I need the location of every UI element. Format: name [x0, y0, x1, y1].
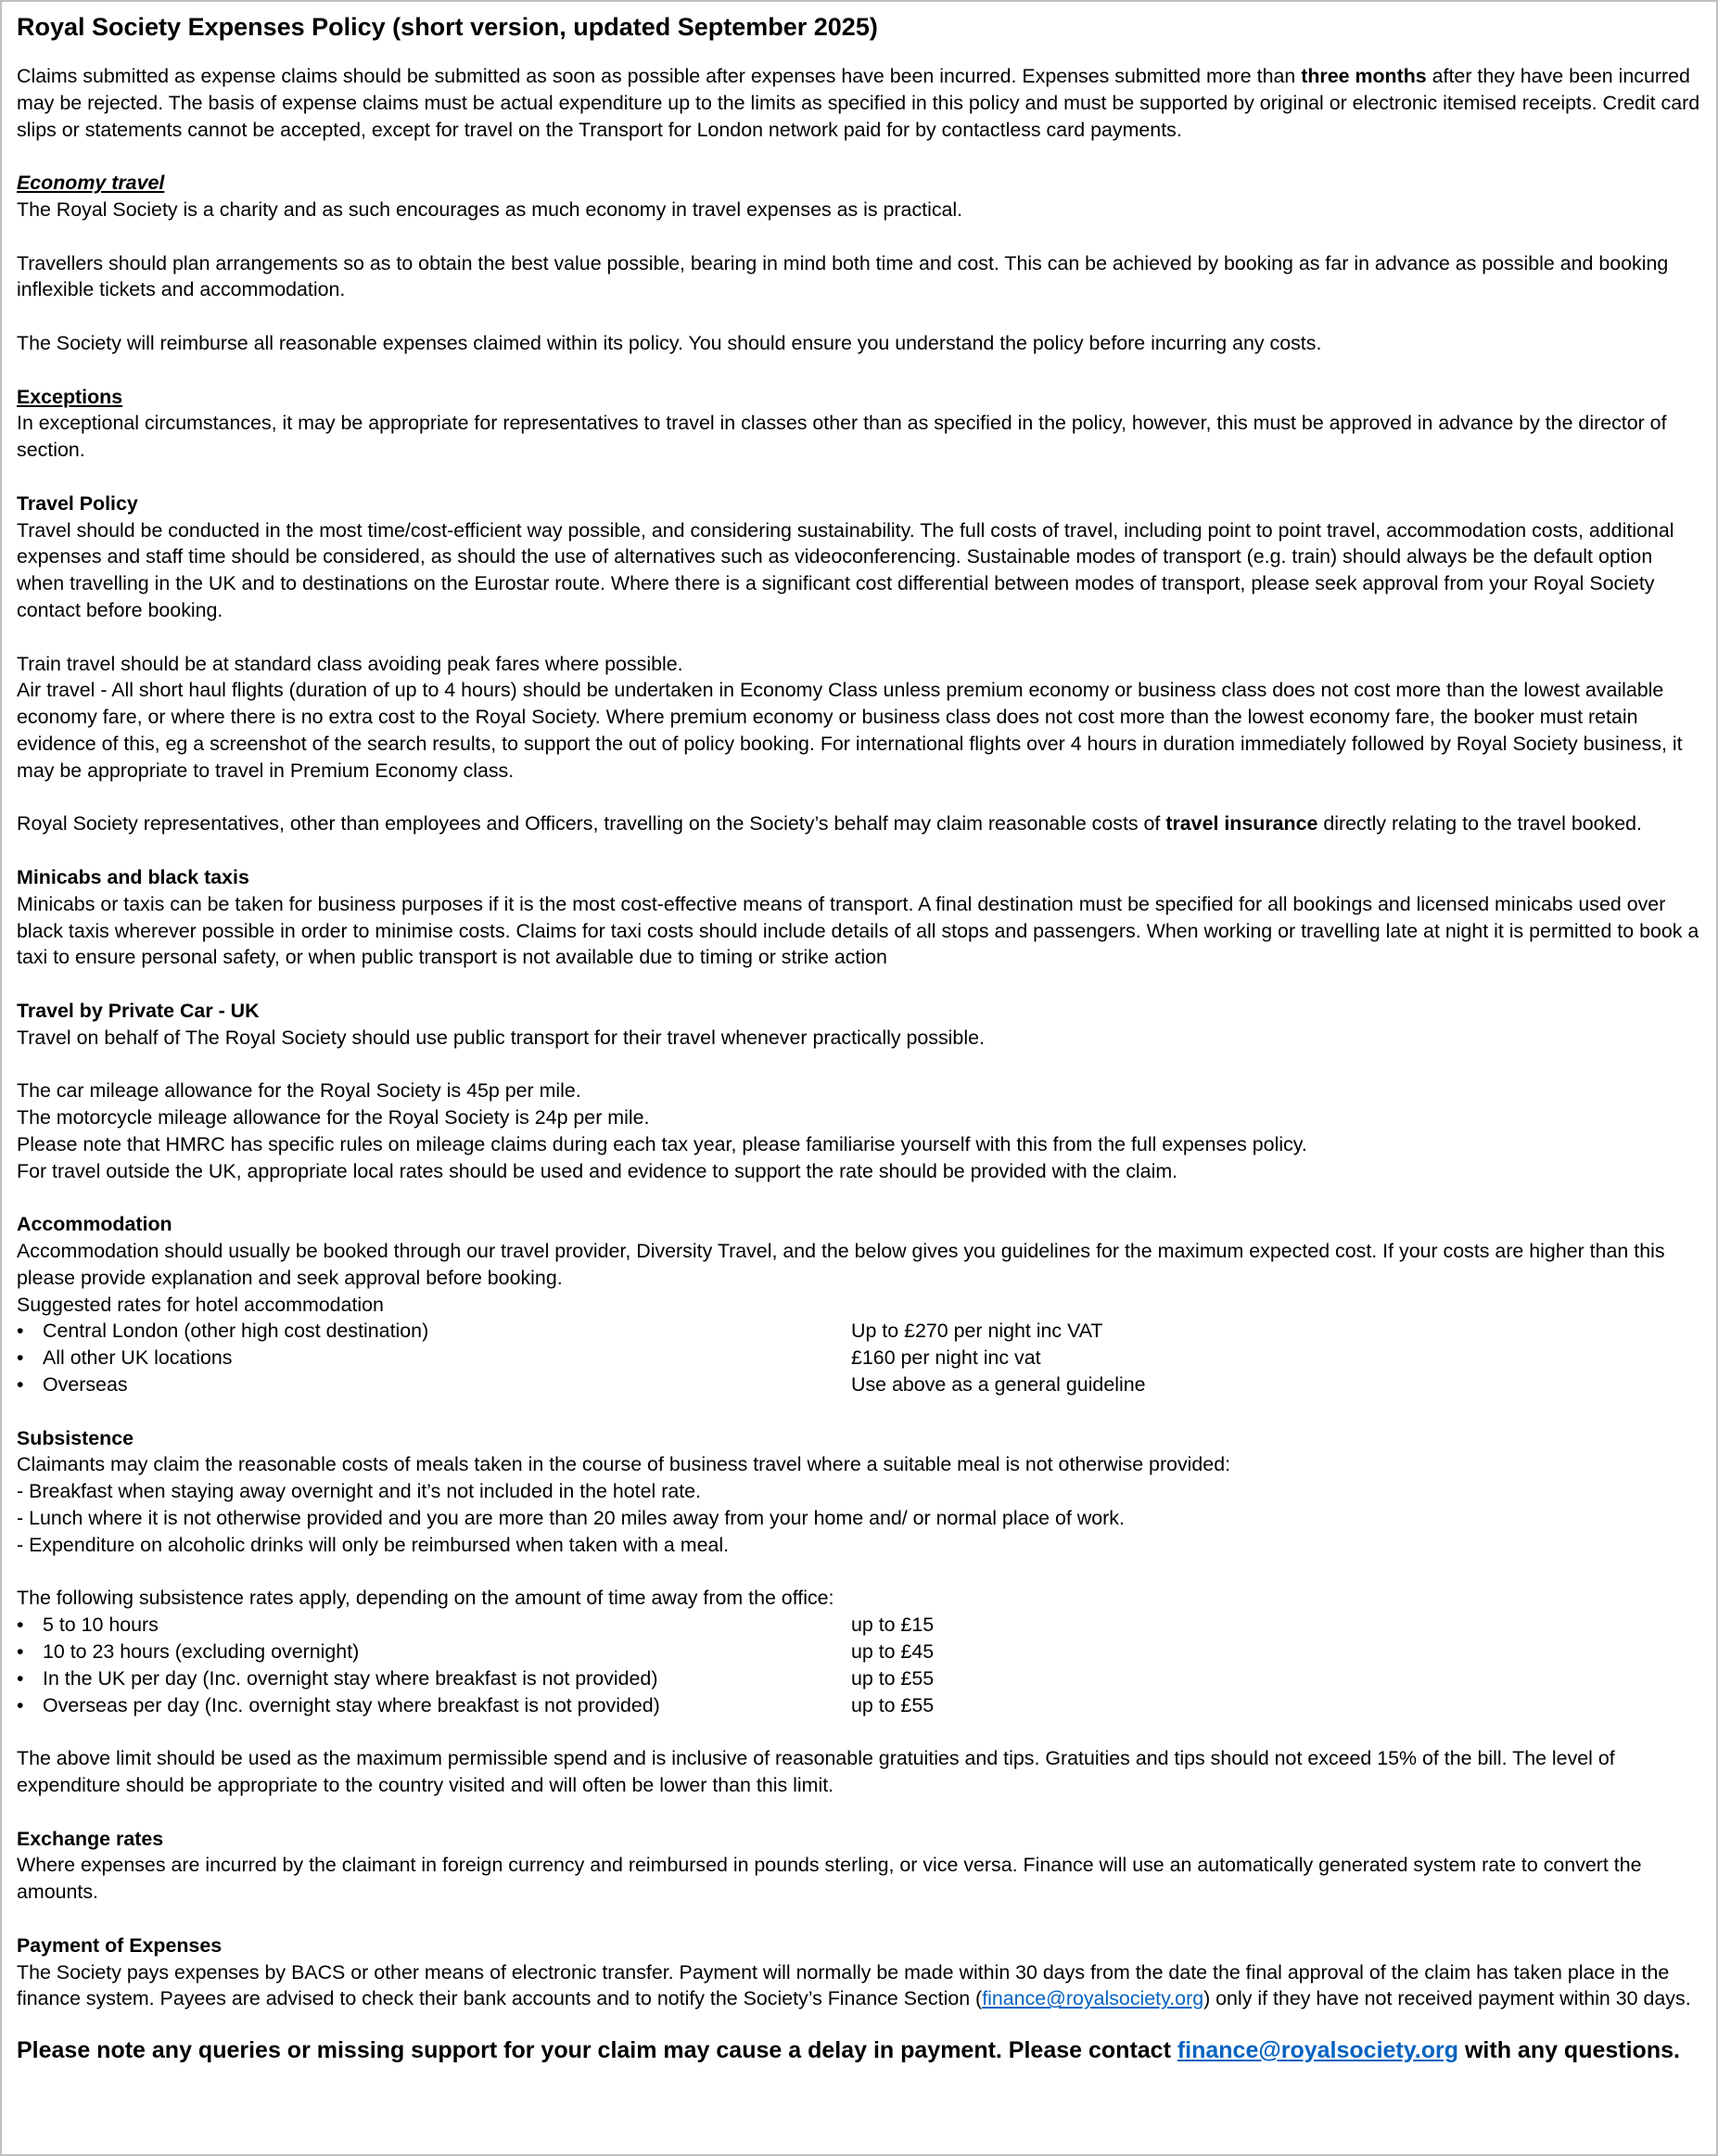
intro-text-continued: after they have been incurred may be rejected. The basis of expense claims must be actual expenditure up to the limits as specified in this policy and must be supported by original or electronic itemised receipts. Credit card slips or statements cannot be accepted, except for travel on the Transport for London network paid for by contactless card payments. — [17, 65, 1700, 141]
document-title: Royal Society Expenses Policy (short version, updated September 2025) — [17, 13, 878, 41]
subsistence-rates-intro: The following subsistence rates apply, depending on the amount of time away from the office: — [17, 1587, 834, 1610]
train-travel-text: Train travel should be at standard class avoiding peak fares where possible. — [17, 652, 683, 675]
rate-row — [17, 1371, 1701, 1398]
rate-label: Central London (other high cost destination) — [43, 1320, 429, 1343]
rate-row — [17, 1318, 1701, 1345]
rate-label: 5 to 10 hours — [43, 1614, 159, 1637]
minicabs-paragraph: Minicabs or taxis can be taken for business purposes if it is the most cost-effective means of transport. A final destination must be specified for all bookings and licensed minicabs used over black taxis wherever possible in order to minimise costs. Claims for taxi costs should include details of all stops and passengers. When working or travelling late at night it is permitted to book a taxi to ensure personal safety, or when public transport is not available due to timing or strike action — [17, 892, 1699, 969]
rate-value: up to £45 — [851, 1640, 935, 1664]
rate-label: 10 to 23 hours (excluding overnight) — [43, 1640, 360, 1664]
air-travel-text: Air travel - All short haul flights (duration of up to 4 hours) should be undertaken in Economy Class unless premium economy or business class does not cost more than the lowest available economy fare, or where there is no extra cost to the Royal Society. Where premium economy or business class does not cost more than the lowest economy fare, the booker must retain evidence of this, eg a screenshot of the search results, to support the out of policy booking. For international flights over 4 hours in duration immediately followed by Royal Society business, it may be appropriate to travel in Premium Economy class. — [17, 679, 1683, 782]
section-heading-economy: Economy travel — [17, 172, 165, 195]
bullet-icon: • — [17, 1640, 24, 1664]
section-heading-payment: Payment of Expenses — [17, 1933, 223, 1957]
insurance-text-continued: directly relating to the travel booked. — [1317, 812, 1642, 836]
rate-row — [17, 1692, 1701, 1719]
section-heading-subsistence: Subsistence — [17, 1426, 134, 1449]
rate-label: Overseas — [43, 1373, 128, 1397]
private-car-paragraph: Travel on behalf of The Royal Society should use public transport for their travel whenever practically possible. — [17, 1026, 985, 1049]
section-heading-exchange: Exchange rates — [17, 1827, 164, 1850]
exchange-paragraph: Where expenses are incurred by the claimant in foreign currency and reimbursed in pounds sterling, or vice versa. Finance will use an automatically generated system rate to convert the amounts. — [17, 1854, 1642, 1904]
rate-value: up to £55 — [851, 1666, 935, 1690]
rate-row — [17, 1612, 1701, 1639]
intro-paragraph — [17, 63, 1701, 143]
section-heading-travel-policy: Travel Policy — [17, 491, 138, 515]
payment-text: The Society pays expenses by BACS or other means of electronic transfer. Payment will normally be made within 30 days from the date the final approval of the claim has taken place in the finance system. Payees are advised to check their bank accounts and to notify the Society’s Finance Section ( — [17, 1960, 1670, 2010]
economy-paragraph: Travellers should plan arrangements so as to obtain the best value possible, bearing in mind both time and cost. This can be achieved by booking as far in advance as possible and booking inflexible tickets and accommodation. — [17, 251, 1669, 301]
finance-email-link[interactable]: finance@royalsociety.org — [982, 1987, 1204, 2010]
bullet-icon: • — [17, 1693, 24, 1716]
insurance-paragraph — [17, 810, 1701, 837]
rate-label: Overseas per day (Inc. overnight stay where breakfast is not provided) — [43, 1693, 660, 1716]
travel-policy-paragraph: Travel should be conducted in the most time/cost-efficient way possible, and considering sustainability. The full costs of travel, including point to point travel, accommodation costs, additional expenses and staff time should be considered, as should the use of alternatives such as videoconferencing. Sustainable modes of transport (e.g. train) should always be the default option when travelling in the UK and to destinations on the Eurostar route. Where there is a significant cost differential between modes of transport, please seek approval from your Royal Society contact before booking. — [17, 518, 1674, 621]
subsistence-item: - Expenditure on alcoholic drinks will only be reimbursed when taken with a meal. — [17, 1533, 730, 1556]
section-heading-private-car: Travel by Private Car - UK — [17, 999, 260, 1022]
insurance-text: Royal Society representatives, other than employees and Officers, travelling on the Society’s behalf may claim reasonable costs of — [17, 812, 1166, 836]
rate-row — [17, 1345, 1701, 1371]
accommodation-paragraph: Accommodation should usually be booked through our travel provider, Diversity Travel, and the below gives you guidelines for the maximum expected cost. If your costs are higher than this please provide explanation and seek approval before booking. — [17, 1240, 1665, 1289]
rate-value: £160 per night inc vat — [851, 1346, 1041, 1370]
exceptions-paragraph: In exceptional circumstances, it may be appropriate for representatives to travel in classes other than as specified in the policy, however, this must be approved in advance by the director of section. — [17, 412, 1667, 462]
car-mileage-text: The car mileage allowance for the Royal Society is 45p per mile. — [17, 1079, 581, 1103]
rate-row — [17, 1639, 1701, 1665]
intro-text: Claims submitted as expense claims should be submitted as soon as possible after expenses have been incurred. Expenses submitted more than — [17, 65, 1302, 87]
closing-note — [17, 2035, 1701, 2066]
bullet-icon: • — [17, 1346, 24, 1370]
bullet-icon: • — [17, 1614, 24, 1637]
section-heading-exceptions: Exceptions — [17, 385, 123, 408]
finance-email-link[interactable]: finance@royalsociety.org — [1177, 2037, 1459, 2064]
rate-value: up to £15 — [851, 1614, 935, 1637]
economy-paragraph: The Royal Society is a charity and as such encourages as much economy in travel expenses as is practical. — [17, 198, 963, 221]
payment-paragraph — [17, 1959, 1701, 2013]
intro-bold-text: three months — [1301, 65, 1427, 87]
accommodation-rates-intro: Suggested rates for hotel accommodation — [17, 1293, 384, 1316]
outside-uk-text: For travel outside the UK, appropriate local rates should be used and evidence to support the rate should be provided with the claim. — [17, 1159, 1178, 1182]
closing-text: Please note any queries or missing support for your claim may cause a delay in payment. Please contact — [17, 2037, 1177, 2064]
motorcycle-mileage-text: The motorcycle mileage allowance for the Royal Society is 24p per mile. — [17, 1106, 650, 1129]
rate-row — [17, 1665, 1701, 1692]
section-heading-minicabs: Minicabs and black taxis — [17, 865, 249, 888]
section-heading-accommodation: Accommodation — [17, 1213, 172, 1236]
bullet-icon: • — [17, 1320, 24, 1343]
rate-value: up to £55 — [851, 1693, 935, 1716]
bullet-icon: • — [17, 1666, 24, 1690]
economy-paragraph: The Society will reimburse all reasonable expenses claimed within its policy. You should ensure you understand the policy before incurring any costs. — [17, 331, 1322, 354]
hmrc-text: Please note that HMRC has specific rules on mileage claims during each tax year, please familiarise yourself with this from the full expenses policy. — [17, 1132, 1307, 1155]
rate-label: All other UK locations — [43, 1346, 233, 1370]
subsistence-item: - Lunch where it is not otherwise provided and you are more than 20 miles away from your home and/ or normal place of work. — [17, 1507, 1125, 1530]
subsistence-paragraph: Claimants may claim the reasonable costs of meals taken in the course of business travel where a suitable meal is not otherwise provided: — [17, 1453, 1231, 1476]
rate-label: In the UK per day (Inc. overnight stay where breakfast is not provided) — [43, 1666, 658, 1690]
closing-text-continued: with any questions. — [1458, 2037, 1680, 2064]
rate-value: Up to £270 per night inc VAT — [851, 1320, 1103, 1343]
bullet-icon: • — [17, 1373, 24, 1397]
insurance-bold-text: travel insurance — [1165, 812, 1318, 836]
subsistence-limit-paragraph: The above limit should be used as the maximum permissible spend and is inclusive of reasonable gratuities and tips. Gratuities and tips should not exceed 15% of the bill. The level of expenditure should be appropriate to the country visited and will often be lower than this limit. — [17, 1747, 1615, 1796]
rate-value: Use above as a general guideline — [851, 1373, 1146, 1397]
payment-text-continued: ) only if they have not received payment within 30 days. — [1203, 1987, 1691, 2010]
subsistence-item: - Breakfast when staying away overnight and it’s not included in the hotel rate. — [17, 1480, 702, 1503]
